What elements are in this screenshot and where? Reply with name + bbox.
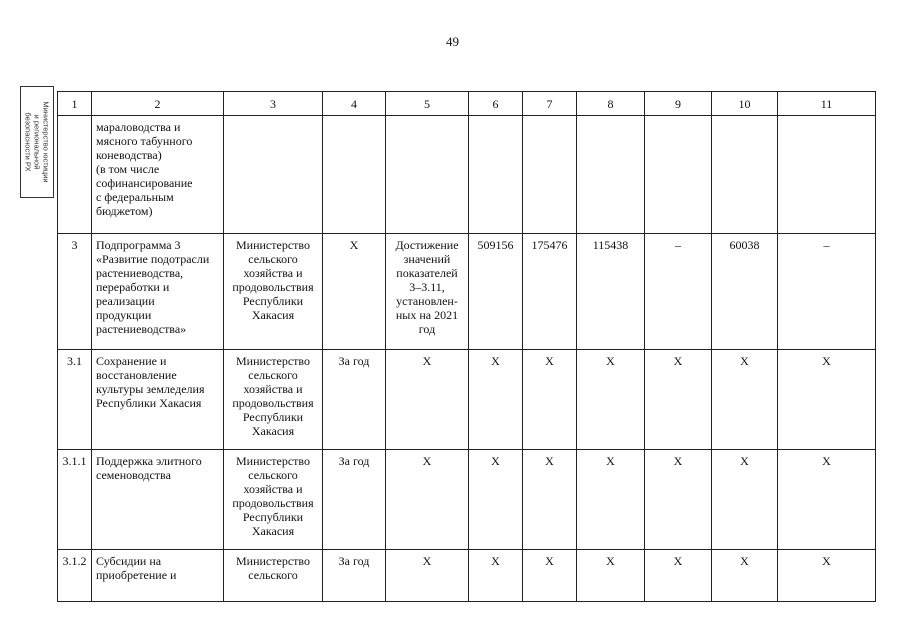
table-cell	[778, 116, 876, 234]
table-cell: 175476	[523, 234, 577, 350]
table-cell: Достижение значений показателей 3–3.11, установлен- ных на 2021 год	[386, 234, 469, 350]
table-cell: X	[323, 234, 386, 350]
table-cell	[523, 116, 577, 234]
table-cell: X	[712, 550, 778, 602]
table-row	[58, 350, 876, 450]
column-header: 4	[323, 92, 386, 116]
table-cell: X	[712, 450, 778, 550]
registration-stamp	[20, 86, 54, 198]
table-cell	[469, 116, 523, 234]
table-cell: 60038	[712, 234, 778, 350]
table-cell	[645, 116, 712, 234]
column-header: 3	[224, 92, 323, 116]
table-cell: X	[386, 550, 469, 602]
table-cell: X	[523, 450, 577, 550]
table-cell: X	[523, 550, 577, 602]
table-cell: 3.1.1	[58, 450, 92, 550]
table-cell: X	[469, 450, 523, 550]
table-cell: 3	[58, 234, 92, 350]
table-cell: За год	[323, 450, 386, 550]
table-cell	[58, 116, 92, 234]
table-cell: Министерство сельского хозяйства и продовольствия Республики Хакасия	[224, 450, 323, 550]
table-cell: мараловодства и мясного табунного коневодства) (в том числе софинансирование с федеральным бюджетом)	[92, 116, 224, 234]
column-header: 2	[92, 92, 224, 116]
table-cell: X	[778, 550, 876, 602]
table-cell: Субсидии на приобретение и	[92, 550, 224, 602]
program-table	[57, 91, 876, 602]
table-cell: X	[469, 550, 523, 602]
stamp-line: и региональной	[32, 114, 42, 170]
table-cell	[323, 116, 386, 234]
column-header: 8	[577, 92, 645, 116]
table-cell: X	[577, 450, 645, 550]
table-cell: X	[469, 350, 523, 450]
table-cell: 509156	[469, 234, 523, 350]
table-cell: Министерство сельского	[224, 550, 323, 602]
table-cell: Подпрограмма 3 «Развитие подотрасли растениеводства, переработки и реализации продукции растениеводства»	[92, 234, 224, 350]
table-cell: X	[386, 350, 469, 450]
table-cell: За год	[323, 350, 386, 450]
table-cell: X	[645, 450, 712, 550]
page-number: 49	[446, 34, 459, 49]
table-cell: X	[712, 350, 778, 450]
table-header-row	[58, 92, 876, 116]
column-header: 11	[778, 92, 876, 116]
table-cell: X	[778, 450, 876, 550]
table-cell	[386, 116, 469, 234]
table-cell: X	[523, 350, 577, 450]
table-cell: X	[778, 350, 876, 450]
table-cell: 3.1.2	[58, 550, 92, 602]
table-cell: За год	[323, 550, 386, 602]
table-row	[58, 234, 876, 350]
table-cell: –	[645, 234, 712, 350]
table-cell	[712, 116, 778, 234]
table-row	[58, 450, 876, 550]
column-header: 10	[712, 92, 778, 116]
column-header: 7	[523, 92, 577, 116]
table-cell: Поддержка элитного семеноводства	[92, 450, 224, 550]
column-header: 9	[645, 92, 712, 116]
table-cell: X	[577, 550, 645, 602]
table-cell: Министерство сельского хозяйства и продовольствия Республики Хакасия	[224, 350, 323, 450]
column-header: 1	[58, 92, 92, 116]
table-cell: Министерство сельского хозяйства и продовольствия Республики Хакасия	[224, 234, 323, 350]
stamp-line: Министерство юстиции	[41, 101, 51, 183]
table-cell: –	[778, 234, 876, 350]
column-header: 6	[469, 92, 523, 116]
table-row	[58, 550, 876, 602]
table-cell: X	[386, 450, 469, 550]
table-cell: 3.1	[58, 350, 92, 450]
table-cell	[577, 116, 645, 234]
table-cell: X	[577, 350, 645, 450]
table-cell: 115438	[577, 234, 645, 350]
stamp-line: безопасности РХ	[23, 112, 33, 172]
table-row	[58, 116, 876, 234]
table-cell: X	[645, 350, 712, 450]
table-cell: X	[645, 550, 712, 602]
table-cell: Сохранение и восстановление культуры земледелия Республики Хакасия	[92, 350, 224, 450]
column-header: 5	[386, 92, 469, 116]
table-cell	[224, 116, 323, 234]
